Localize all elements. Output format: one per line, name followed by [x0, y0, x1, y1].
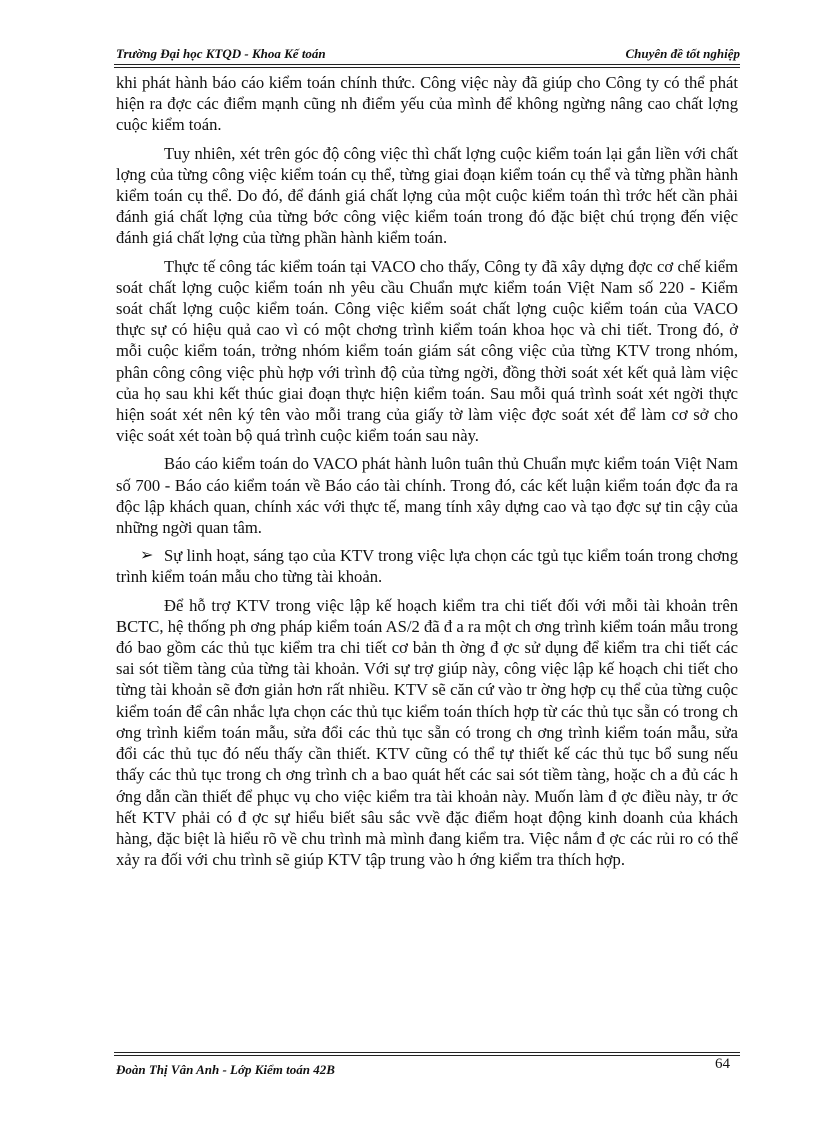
paragraph: Thực tế công tác kiểm toán tại VACO cho thấy, Công ty đã xây dựng đợc cơ chế kiểm soát chất lợng cuộc kiểm toán nh yêu cầu Chuẩn mực kiểm toán Việt Nam số 220 - Kiểm soát chất lợng cuộc kiểm toán. Công việc kiểm soát chất lợng cuộc kiểm toán của VACO thực sự có hiệu quả cao vì có một chơng trình kiểm toán khoa học và chi tiết. Trong đó, ở mỗi cuộc kiểm toán, trởng nhóm kiểm toán giám sát công việc của từng KTV trong nhóm, phân công công việc phù hợp với trình độ của từng ngời, đồng thời soát xét kết quả làm việc của họ sau khi kết thúc giai đoạn thực hiện kiểm toán. Sau mỗi quá trình soát xét ngời thực hiện soát xét nên ký tên vào mỗi trang của giấy tờ làm việc đợc soát xét để làm cơ sở cho việc soát xét toàn bộ quá trình cuộc kiểm toán sau này. [116, 256, 738, 446]
page-header [114, 44, 740, 62]
bullet-text: Sự linh hoạt, sáng tạo của KTV trong việc lựa chọn các tgủ tục kiểm toán trong chơng trình kiểm toán mẫu cho từng tài khoản. [116, 546, 738, 587]
header-school: Trường Đại học KTQD - Khoa Kế toán [116, 46, 326, 61]
paragraph: Tuy nhiên, xét trên góc độ công việc thì chất lợng cuộc kiểm toán lại gắn liền với chất lợng của từng công việc kiểm toán cụ thể, từng giai đoạn kiểm toán cụ thể và từng phần hành kiểm toán cụ thể. Do đó, để đánh giá chất lợng của một cuộc kiểm toán thì trớc hết cần phải đánh giá chất lợng của từng bớc công việc kiểm toán trong đó đặc biệt chú trọng đến việc đánh giá chất lợng của từng phần hành kiểm toán. [116, 143, 738, 248]
footer-rule [114, 1052, 740, 1053]
header-rule [114, 64, 740, 65]
page-footer [114, 1056, 740, 1080]
document-body [116, 72, 738, 877]
header-title: Chuyên đề tốt nghiệp [625, 46, 740, 61]
paragraph: khi phát hành báo cáo kiểm toán chính thức. Công việc này đã giúp cho Công ty có thể phát hiện ra đợc các điểm mạnh cũng nh điểm yếu của mình để không ngừng nâng cao chất lợng cuộc kiểm toán. [116, 73, 738, 135]
arrow-bullet-icon: ➢ [140, 547, 154, 565]
bullet-item [116, 545, 738, 587]
paragraph: Để hỗ trợ KTV trong việc lập kế hoạch kiểm tra chi tiết đối với mỗi tài khoản trên BCTC, hệ thống ph ơng pháp kiểm toán AS/2 đã đ a ra một ch ơng trình kiểm toán mẫu trong đó bao gồm các thủ tục kiểm tra chi tiết cơ bản th ờng đ ợc sử dụng để kiểm tra chi tiết các sai sót tiềm tàng của từng tài khoản. Với sự trợ giúp này, công việc lập kế hoạch chi tiết cho từng tài khoản sẽ đơn giản hơn rất nhiều. KTV sẽ căn cứ vào tr ờng hợp cụ thể của từng cuộc kiểm toán để cân nhắc lựa chọn các thủ tục kiểm toán thích hợp từ các thủ tục sẵn có trong ch ơng trình kiểm toán mẫu, sửa đổi các thủ tục sẵn có trong ch ơng trình kiểm toán mẫu, sửa đổi các thủ tục đó nếu thấy cần thiết. KTV cũng có thể tự thiết kế các thủ tục bổ sung nếu thấy các thủ tục trong ch ơng trình ch a bao quát hết các sai sót tiềm tàng, hoặc ch a đủ các h ớng dẫn cần thiết để phục vụ cho việc kiểm tra tài khoản này. Muốn làm đ ợc điều này, tr ớc hết KTV phải có đ ợc sự hiểu biết sâu sắc vvề đặc điểm hoạt động kinh doanh của khách hàng, đặc biệt là hiểu rõ về chu trình mà mình đang kiểm tra. Việc nắm đ ợc các rủi ro có thể xảy ra đối với chu trình sẽ giúp KTV tập trung vào h ớng kiểm tra thích hợp. [116, 595, 738, 870]
footer-author: Đoàn Thị Vân Anh - Lớp Kiểm toán 42B [116, 1062, 335, 1077]
paragraph: Báo cáo kiểm toán do VACO phát hành luôn tuân thủ Chuẩn mực kiểm toán Việt Nam số 700 - Báo cáo kiểm toán về Báo cáo tài chính. Trong đó, các kết luận kiểm toán đợc đa ra độc lập khách quan, chính xác với thực tế, mang tính xây dựng cao và tạo đợc sự tin cậy của những ngời quan tâm. [116, 454, 738, 538]
page-number: 64 [715, 1056, 730, 1072]
header-rule-inner [114, 67, 740, 68]
